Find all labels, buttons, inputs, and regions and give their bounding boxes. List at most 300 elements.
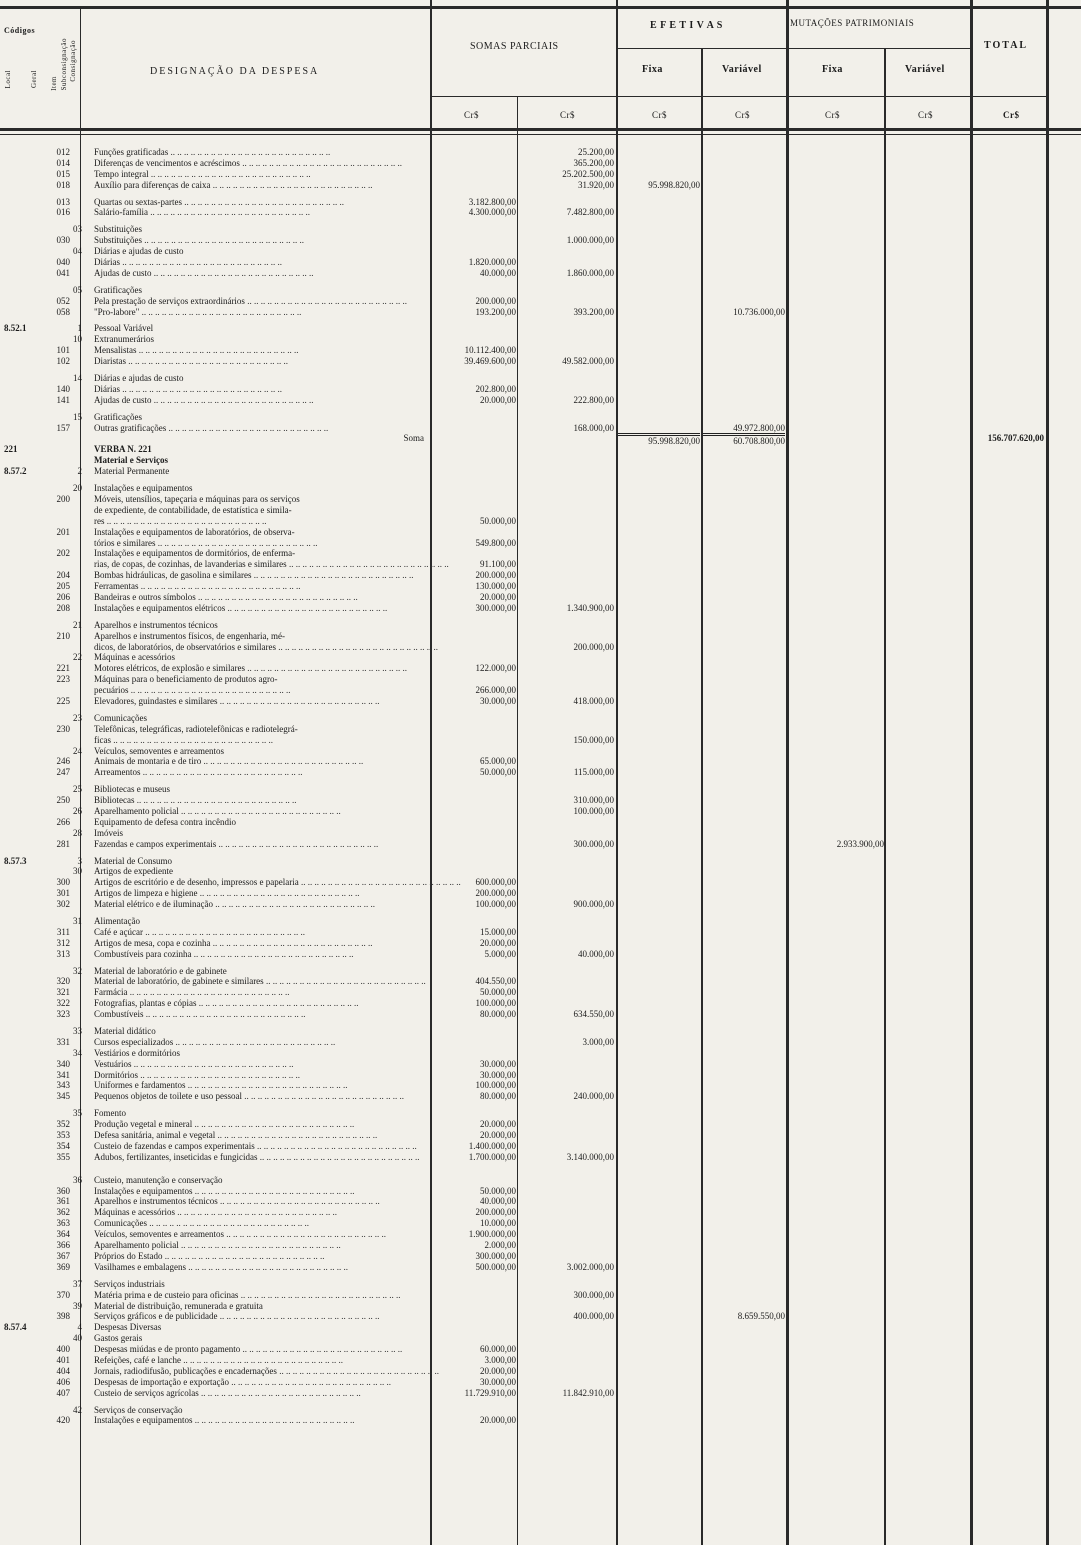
row-description — [94, 345, 430, 356]
row-consignacao-code: 31 — [73, 916, 82, 926]
row-description — [94, 784, 430, 795]
soma-parcial-1: 130.000,00 — [475, 581, 516, 592]
row-description-text: Auxílio para diferenças de caixa — [94, 179, 211, 190]
dot-leader: .. .. .. .. .. .. .. .. .. .. .. .. .. .. .. .. .. .. .. .. .. .. .. .. — [212, 899, 375, 910]
row-description-text: Material elétrico e de iluminação — [94, 899, 213, 910]
header-subconsignacao: Subconsignação — [60, 38, 68, 91]
row-description-text: Animais de montaria e de tiro — [94, 756, 202, 767]
row-description — [94, 373, 430, 384]
row-description — [94, 866, 430, 877]
row-consignacao-code: 25 — [73, 784, 82, 795]
table-row — [0, 784, 1081, 795]
table-row — [0, 1240, 1081, 1251]
dot-leader: .. .. .. .. .. .. .. .. .. .. .. .. .. .. .. .. .. .. .. .. .. .. .. .. — [192, 1119, 355, 1130]
efetiva-fixa: 95.998.820,00 — [618, 433, 700, 447]
row-item-code: 340 — [56, 1058, 70, 1069]
dot-leader: .. .. .. .. .. .. .. .. .. .. .. .. .. .. .. .. .. .. .. .. .. .. .. .. — [174, 1207, 337, 1218]
soma-parcial-2: 310.000,00 — [573, 795, 614, 806]
row-description — [94, 631, 430, 642]
soma-parcial-1: 10.000,00 — [480, 1218, 516, 1229]
row-description-text: Aparelhos e instrumentos técnicos — [94, 619, 218, 630]
row-item-code: 369 — [56, 1261, 70, 1272]
row-consignacao-code: 36 — [73, 1174, 82, 1185]
row-description-text: Café e açúcar — [94, 926, 143, 937]
row-item-code: 205 — [56, 581, 70, 592]
table-row — [0, 373, 1081, 384]
efetiva-variavel: 49.972.800,00 — [733, 422, 785, 433]
row-description-text: Material didático — [94, 1026, 156, 1037]
row-item-code: 221 — [56, 663, 70, 674]
row-item-code: 360 — [56, 1185, 70, 1196]
soma-parcial-2: 40.000,00 — [578, 948, 614, 959]
row-item-code: 014 — [56, 157, 70, 168]
row-description — [94, 949, 430, 960]
table-row — [0, 746, 1081, 757]
row-item-code: 208 — [56, 602, 70, 613]
dot-leader: .. .. .. .. .. .. .. .. .. .. .. .. .. .. .. .. .. .. .. .. .. .. .. .. — [166, 422, 329, 433]
soma-parcial-1: 40.000,00 — [480, 1196, 516, 1207]
row-description — [94, 257, 430, 268]
row-description — [94, 1322, 430, 1333]
row-item-code: 404 — [56, 1365, 70, 1376]
table-row — [0, 1229, 1081, 1240]
table-row — [0, 735, 1081, 746]
table-row — [0, 806, 1081, 817]
row-description — [94, 323, 430, 334]
row-description — [94, 1279, 430, 1290]
dot-leader: .. .. .. .. .. .. .. .. .. .. .. .. .. .. .. .. .. .. .. .. .. .. .. .. — [201, 756, 364, 767]
table-row — [0, 1311, 1081, 1322]
row-description-text: Telefônicas, telegráficas, radiotelefônicas e radiotelegrá- — [94, 723, 298, 734]
row-item-code: 312 — [56, 937, 70, 948]
row-item-code: 313 — [56, 948, 70, 959]
efetiva-variavel: 60.708.800,00 — [703, 433, 785, 447]
currency-tot: Cr$ — [1003, 110, 1020, 120]
dot-leader: .. .. .. .. .. .. .. .. .. .. .. .. .. .. .. .. .. .. .. .. .. .. .. .. — [275, 641, 438, 652]
table-row — [0, 285, 1081, 296]
dot-leader: .. .. .. .. .. .. .. .. .. .. .. .. .. .. .. .. .. .. .. .. .. .. .. .. — [276, 1365, 439, 1376]
dot-leader: .. .. .. .. .. .. .. .. .. .. .. .. .. .. .. .. .. .. .. .. .. .. .. .. — [263, 976, 426, 987]
row-description — [94, 559, 449, 570]
soma-parcial-1: 91.100,00 — [480, 559, 516, 570]
row-description-text: Gratificações — [94, 411, 142, 422]
row-item-code: 281 — [56, 838, 70, 849]
row-description — [94, 1152, 430, 1163]
row-item-code: 302 — [56, 899, 70, 910]
row-description-text: "Pro-labore" — [94, 306, 140, 317]
row-item-code: 343 — [56, 1080, 70, 1091]
table-row — [0, 158, 1081, 169]
row-description — [94, 735, 430, 746]
soma-parcial-1: 500.000,00 — [475, 1261, 516, 1272]
dot-leader: .. .. .. .. .. .. .. .. .. .. .. .. .. .. .. .. .. .. .. .. .. .. .. .. — [192, 1415, 355, 1426]
row-local-code: 221 — [4, 444, 18, 455]
soma-parcial-1: 30.000,00 — [480, 1376, 516, 1387]
row-description-text: Farmácia — [94, 987, 128, 998]
row-item-code: 250 — [56, 795, 70, 806]
row-description-text: rias, de copas, de cozinhas, de lavanderias e similares — [94, 559, 287, 570]
row-description-text: Custeio de serviços agrícolas — [94, 1387, 199, 1398]
table-row — [0, 685, 1081, 696]
dot-leader: .. .. .. .. .. .. .. .. .. .. .. .. .. .. .. .. .. .. .. .. .. .. .. .. — [254, 1140, 417, 1151]
row-description-text: pecuários — [94, 685, 129, 696]
table-row — [0, 949, 1081, 960]
row-description-text: Artigos de limpeza e higiene — [94, 888, 198, 899]
row-consignacao-code: 21 — [73, 619, 82, 630]
row-description-text: Bombas hidráulicas, de gasolina e similares — [94, 570, 252, 581]
row-description — [94, 696, 430, 707]
dot-leader: .. .. .. .. .. .. .. .. .. .. .. .. .. .. .. .. .. .. .. .. .. .. .. .. — [142, 235, 305, 246]
row-item-code: 041 — [56, 267, 70, 278]
row-description-text: Ferramentas — [94, 581, 139, 592]
table-row — [0, 966, 1081, 977]
row-description-text: Custeio, manutenção e conservação — [94, 1174, 223, 1185]
table-row — [0, 423, 1081, 434]
row-description-text: Diárias — [94, 257, 120, 268]
table-row — [0, 663, 1081, 674]
row-consignacao-code: 1 — [77, 323, 82, 334]
soma-parcial-1: 122.000,00 — [475, 663, 516, 674]
row-description — [94, 1301, 430, 1312]
soma-parcial-1: 100.000,00 — [475, 998, 516, 1009]
soma-parcial-1: 20.000,00 — [480, 394, 516, 405]
soma-parcial-1: 20.000,00 — [480, 1415, 516, 1426]
table-row — [0, 207, 1081, 218]
dot-leader: .. .. .. .. .. .. .. .. .. .. .. .. .. .. .. .. .. .. .. .. .. .. .. .. — [120, 257, 282, 268]
soma-parcial-1: 1.900.000,00 — [468, 1229, 516, 1240]
table-row — [0, 1091, 1081, 1102]
row-description-text: Custeio de fazendas e campos experimentais — [94, 1140, 255, 1151]
table-row — [0, 1108, 1081, 1119]
row-item-code: 353 — [56, 1130, 70, 1141]
table-row — [0, 592, 1081, 603]
dot-leader: .. .. .. .. .. .. .. .. .. .. .. .. .. .. .. .. .. .. .. .. .. .. .. .. — [168, 147, 331, 157]
soma-parcial-2: 25.202.500,00 — [562, 168, 614, 179]
table-row — [0, 998, 1081, 1009]
table-row — [0, 345, 1081, 356]
row-description — [94, 987, 430, 998]
row-description-text: Adubos, fertilizantes, inseticidas e fungicidas — [94, 1151, 258, 1162]
row-description-text: Bandeiras e outros símbolos — [94, 591, 196, 602]
row-local-code: 8.52.1 — [4, 323, 27, 334]
row-description-text: Despesas Diversas — [94, 1322, 162, 1333]
row-description — [94, 927, 430, 938]
row-description-text: Salário-família — [94, 207, 148, 218]
dot-leader: .. .. .. .. .. .. .. .. .. .. .. .. .. .. .. .. .. .. .. .. .. .. .. .. — [142, 926, 305, 937]
row-description-text: Artigos de escritório e de desenho, impressos e papelaria — [94, 877, 299, 888]
soma-parcial-1: 300.000,00 — [475, 1250, 516, 1261]
row-consignacao-code: 05 — [73, 284, 82, 295]
row-item-code: 370 — [56, 1289, 70, 1300]
soma-parcial-1: 60.000,00 — [480, 1344, 516, 1355]
row-description — [94, 444, 430, 455]
row-description-text: res — [94, 515, 105, 526]
row-description — [94, 1240, 430, 1251]
dot-leader: .. .. .. .. .. .. .. .. .. .. .. .. .. .. .. .. .. .. .. .. .. .. .. .. — [139, 306, 302, 317]
dot-leader: .. .. .. .. .. .. .. .. .. .. .. .. .. .. .. .. .. .. .. .. .. .. .. .. — [185, 1080, 348, 1091]
row-description-text: Aparelhos e instrumentos técnicos — [94, 1196, 218, 1207]
dot-leader: .. .. .. .. .. .. .. .. .. .. .. .. .. .. .. .. .. .. .. .. .. .. .. .. — [181, 196, 344, 207]
header-designacao: DESIGNAÇÃO DA DESPESA — [150, 66, 320, 77]
row-description — [94, 916, 430, 927]
soma-parcial-2: 418.000,00 — [573, 695, 614, 706]
header-codigos: Códigos — [4, 26, 36, 35]
table-row — [0, 246, 1081, 257]
row-item-code: 058 — [56, 306, 70, 317]
row-consignacao-code: 30 — [73, 866, 82, 877]
row-description — [94, 1388, 430, 1399]
row-item-code: 352 — [56, 1119, 70, 1130]
row-description — [94, 548, 430, 559]
row-description — [94, 1130, 430, 1141]
soma-parcial-1: 404.550,00 — [475, 976, 516, 987]
header-consignacao: Consignação — [69, 40, 77, 82]
row-description — [94, 1080, 430, 1091]
soma-parcial-1: 40.000,00 — [480, 267, 516, 278]
header-somas-parciais: SOMAS PARCIAIS — [470, 41, 559, 52]
row-description-text: Combustíveis — [94, 1009, 144, 1020]
dot-leader: .. .. .. .. .. .. .. .. .. .. .. .. .. .. .. .. .. .. .. .. .. .. .. .. — [147, 207, 310, 218]
soma-parcial-1: 200.000,00 — [475, 570, 516, 581]
table-row — [0, 631, 1081, 642]
row-item-code: 355 — [56, 1151, 70, 1162]
row-item-code: 266 — [56, 816, 70, 827]
header-efetiva-variavel: Variável — [722, 64, 762, 75]
table-row — [0, 334, 1081, 345]
header-efetivas: E F E T I V A S — [650, 20, 723, 31]
table-row — [0, 767, 1081, 778]
soma-parcial-1: 50.000,00 — [480, 515, 516, 526]
dot-leader: .. .. .. .. .. .. .. .. .. .. .. .. .. .. .. .. .. .. .. .. .. .. .. .. — [147, 1218, 309, 1229]
row-description-text: Material de distribuição, remunerada e gratuita — [94, 1300, 263, 1311]
soma-parcial-1: 30.000,00 — [480, 1069, 516, 1080]
row-description-text: ficas — [94, 734, 111, 745]
dot-leader: .. .. .. .. .. .. .. .. .. .. .. .. .. .. .. .. .. .. .. .. .. .. .. .. — [143, 1009, 306, 1020]
table-row — [0, 268, 1081, 279]
table-row — [0, 559, 1081, 570]
currency-ev: Cr$ — [735, 110, 750, 120]
soma-parcial-2: 150.000,00 — [573, 734, 614, 745]
soma-parcial-1: 10.112.400,00 — [464, 345, 516, 356]
row-item-code: 321 — [56, 987, 70, 998]
dot-leader: .. .. .. .. .. .. .. .. .. .. .. .. .. .. .. .. .. .. .. .. .. .. .. .. — [217, 1196, 380, 1207]
soma-parcial-2: 3.002.000,00 — [566, 1261, 614, 1272]
table-row — [0, 817, 1081, 828]
soma-parcial-2: 400.000,00 — [573, 1311, 614, 1322]
soma-parcial-1: 100.000,00 — [475, 899, 516, 910]
row-description-text: Uniformes e fardamentos — [94, 1080, 186, 1091]
row-item-code: 230 — [56, 723, 70, 734]
table-row — [0, 169, 1081, 180]
soma-parcial-1: 50.000,00 — [480, 987, 516, 998]
row-description-text: Extranumerários — [94, 334, 154, 345]
row-description — [94, 1355, 430, 1366]
row-description-text: Serviços de conservação — [94, 1404, 183, 1415]
row-description — [94, 839, 430, 850]
soma-parcial-2: 168.000,00 — [573, 422, 614, 433]
table-row — [0, 180, 1081, 191]
row-consignacao-code: 32 — [73, 965, 82, 976]
row-item-code: 345 — [56, 1091, 70, 1102]
row-description-text: Quartas ou sextas-partes — [94, 196, 182, 207]
table-row — [0, 505, 1081, 516]
row-description — [94, 998, 430, 1009]
row-description — [94, 1037, 430, 1048]
soma-parcial-2: 1.000.000,00 — [566, 235, 614, 246]
dot-leader: .. .. .. .. .. .. .. .. .. .. .. .. .. .. .. .. .. .. .. .. .. .. .. .. — [196, 998, 359, 1009]
table-row — [0, 1301, 1081, 1312]
row-item-code: 225 — [56, 695, 70, 706]
row-description-text: de expediente, de contabilidade, de estatística e simila- — [94, 504, 292, 515]
row-item-code: 210 — [56, 630, 70, 641]
table-row — [0, 1080, 1081, 1091]
table-row — [0, 756, 1081, 767]
soma-parcial-1: 20.000,00 — [480, 1365, 516, 1376]
budget-rows — [0, 147, 1081, 1426]
dot-leader: .. .. .. .. .. .. .. .. .. .. .. .. .. .. .. .. .. .. .. .. .. .. .. .. — [251, 570, 414, 581]
soma-parcial-1: 30.000,00 — [480, 1058, 516, 1069]
table-row — [0, 1130, 1081, 1141]
soma-parcial-2: 31.920,00 — [578, 179, 614, 190]
table-row — [0, 1141, 1081, 1152]
row-description — [94, 817, 430, 828]
row-description-text: Máquinas para o beneficiamento de produtos agro- — [94, 674, 278, 685]
row-description-text: Ajudas de custo — [94, 394, 152, 405]
table-row — [0, 1405, 1081, 1416]
row-item-code: 204 — [56, 570, 70, 581]
dot-leader: .. .. .. .. .. .. .. .. .. .. .. .. .. .. .. .. .. .. .. .. .. .. .. .. — [197, 888, 360, 899]
row-item-code: 206 — [56, 591, 70, 602]
currency-ef: Cr$ — [652, 110, 667, 120]
row-item-code: 015 — [56, 168, 70, 179]
table-row — [0, 548, 1081, 559]
row-description-text: Outras gratificações — [94, 422, 167, 433]
soma-parcial-1: 549.800,00 — [475, 537, 516, 548]
soma-parcial-1: 11.729.910,00 — [464, 1387, 516, 1398]
row-consignacao-code: 34 — [73, 1047, 82, 1058]
soma-parcial-2: 300.000,00 — [573, 1289, 614, 1300]
row-description — [94, 1290, 430, 1301]
row-consignacao-code: 35 — [73, 1108, 82, 1119]
soma-parcial-1: 1.400.000,00 — [468, 1140, 516, 1151]
soma-row — [0, 433, 1081, 447]
row-consignacao-code: 28 — [73, 827, 82, 838]
row-item-code: 354 — [56, 1140, 70, 1151]
row-description — [94, 285, 430, 296]
dot-leader: .. .. .. .. .. .. .. .. .. .. .. .. .. .. .. .. .. .. .. .. .. .. .. .. — [215, 1130, 378, 1141]
soma-parcial-2: 240.000,00 — [573, 1091, 614, 1102]
row-description — [94, 1365, 439, 1377]
row-description — [94, 1344, 430, 1355]
soma-parcial-1: 50.000,00 — [480, 1185, 516, 1196]
row-description — [94, 505, 430, 516]
row-consignacao-code: 4 — [77, 1322, 82, 1333]
table-row — [0, 527, 1081, 538]
table-row — [0, 1119, 1081, 1130]
row-description-text: Defesa sanitária, animal e vegetal — [94, 1130, 216, 1141]
row-description — [94, 1119, 430, 1130]
total-value: 156.707.620,00 — [987, 433, 1044, 444]
row-item-code: 420 — [56, 1415, 70, 1426]
row-description-text: Vestiários e dormitórios — [94, 1047, 180, 1058]
header-mutacoes: MUTAÇÕES PATRIMONIAIS — [790, 18, 915, 28]
row-item-code: 322 — [56, 998, 70, 1009]
row-description — [94, 620, 430, 631]
row-item-code: 311 — [56, 926, 70, 937]
row-description-text: Máquinas e acessórios — [94, 652, 175, 663]
table-row — [0, 866, 1081, 877]
row-description-text: Diárias — [94, 383, 120, 394]
dot-leader: .. .. .. .. .. .. .. .. .. .. .. .. .. .. .. .. .. .. .. .. .. .. .. .. — [192, 1185, 355, 1196]
row-consignacao-code: 42 — [73, 1404, 82, 1415]
dot-leader: .. .. .. .. .. .. .. .. .. .. .. .. .. .. .. .. .. .. .. .. .. .. .. .. — [240, 1344, 403, 1355]
row-consignacao-code: 37 — [73, 1278, 82, 1289]
soma-parcial-1: 50.000,00 — [480, 767, 516, 778]
header-local: Local — [4, 70, 12, 89]
soma-parcial-2: 900.000,00 — [573, 899, 614, 910]
row-item-code: 202 — [56, 548, 70, 559]
dot-leader: .. .. .. .. .. .. .. .. .. .. .. .. .. .. .. .. .. .. .. .. .. .. .. .. — [178, 805, 341, 816]
row-description-text: Veículos, semoventes e arreamentos — [94, 745, 224, 756]
row-description-text: Despesas miúdas e de pronto pagamento — [94, 1344, 241, 1355]
soma-parcial-2: 49.582.000,00 — [562, 356, 614, 367]
row-description-text: Instalações e equipamentos de laboratórios, de observa- — [94, 526, 295, 537]
row-description-text: Material de laboratório e de gabinete — [94, 965, 227, 976]
row-description — [94, 899, 430, 910]
row-item-code: 223 — [56, 674, 70, 685]
table-row — [0, 642, 1081, 653]
row-description — [94, 877, 461, 888]
soma-parcial-1: 15.000,00 — [480, 926, 516, 937]
row-description — [94, 169, 430, 180]
soma-parcial-1: 2.000,00 — [484, 1240, 516, 1251]
row-description — [94, 1333, 430, 1344]
row-consignacao-code: 26 — [73, 805, 82, 816]
row-description-text: Bibliotecas e museus — [94, 784, 170, 795]
table-row — [0, 296, 1081, 307]
row-description — [94, 767, 430, 778]
row-description-text: Aparelhos e instrumentos físicos, de engenharia, mé- — [94, 630, 285, 641]
row-description-text: Gastos gerais — [94, 1333, 143, 1344]
dot-leader: .. .. .. .. .. .. .. .. .. .. .. .. .. .. .. .. .. .. .. .. .. .. .. .. — [257, 1151, 420, 1162]
dot-leader: .. .. .. .. .. .. .. .. .. .. .. .. .. .. .. .. .. .. .. .. .. .. .. .. — [244, 663, 407, 674]
row-description — [94, 652, 430, 663]
row-description-text: Artigos de mesa, copa e cozinha — [94, 937, 211, 948]
row-description — [94, 307, 430, 318]
dot-leader: .. .. .. .. .. .. .. .. .. .. .. .. .. .. .. .. .. .. .. .. .. .. .. .. — [136, 345, 299, 356]
row-description-text: Combustíveis para cozinha — [94, 948, 192, 959]
soma-parcial-2: 300.000,00 — [573, 838, 614, 849]
table-row — [0, 1377, 1081, 1388]
header-mutacao-fixa: Fixa — [822, 64, 843, 75]
efetiva-fixa: 95.998.820,00 — [648, 179, 700, 190]
soma-parcial-2: 365.200,00 — [573, 157, 614, 168]
table-row — [0, 1388, 1081, 1399]
dot-leader: .. .. .. .. .. .. .. .. .. .. .. .. .. .. .. .. .. .. .. .. .. .. .. .. — [198, 1387, 361, 1398]
row-description — [94, 197, 430, 208]
soma-parcial-1: 30.000,00 — [480, 695, 516, 706]
soma-parcial-1: 1.820.000,00 — [468, 257, 516, 268]
dot-leader: .. .. .. .. .. .. .. .. .. .. .. .. .. .. .. .. .. .. .. .. .. .. .. .. — [111, 734, 273, 745]
table-row — [0, 713, 1081, 724]
row-description — [94, 1175, 430, 1186]
row-description-text: Máquinas e acessórios — [94, 1207, 175, 1218]
row-description — [94, 538, 430, 549]
row-description-text: Mensalistas — [94, 345, 137, 356]
row-item-code: 016 — [56, 207, 70, 218]
soma-parcial-1: 202.800,00 — [475, 383, 516, 394]
table-row — [0, 976, 1081, 987]
